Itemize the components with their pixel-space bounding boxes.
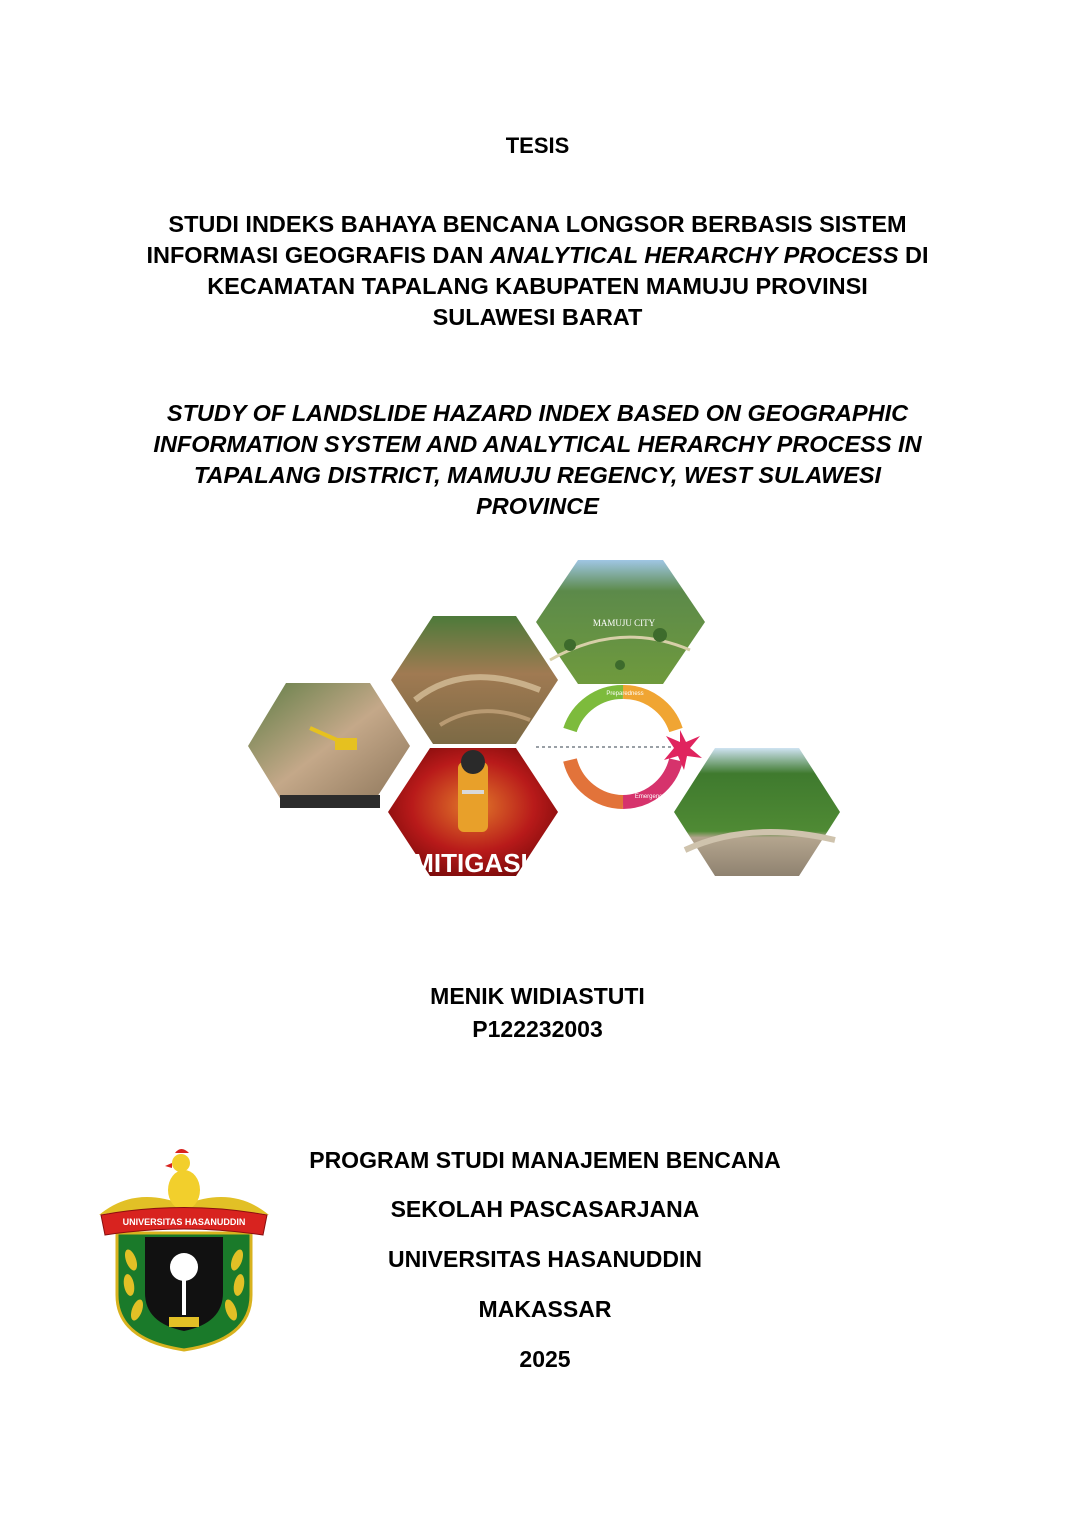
- hexagon-collage-illustration: [240, 550, 860, 880]
- title-en-line-2: INFORMATION SYSTEM AND ANALYTICAL HERARCHY PROCESS IN: [153, 431, 922, 457]
- logo-ribbon-text: UNIVERSITAS HASANUDDIN: [122, 1217, 246, 1227]
- hillside-hex: [674, 748, 840, 876]
- title-id-line-2-post: DI: [898, 242, 929, 268]
- title-id-line-4: SULAWESI BARAT: [432, 304, 643, 330]
- title-en-line-4: PROVINCE: [476, 493, 599, 519]
- cycle-label-preparedness: Preparedness: [606, 691, 644, 697]
- university-name: UNIVERSITAS HASANUDDIN: [388, 1246, 702, 1272]
- title-id-line-2-italic: ANALYTICAL HERARCHY PROCESS: [489, 242, 899, 268]
- city-sign-text: MAMUJU CITY: [592, 618, 656, 628]
- title-en-line-3: TAPALANG DISTRICT, MAMUJU REGENCY, WEST SULAWESI: [193, 462, 882, 488]
- universitas-hasanuddin-logo: [95, 1145, 273, 1355]
- author-id: P122232003: [472, 1016, 603, 1042]
- mitigation-banner-text: MITIGASI: [412, 848, 528, 878]
- title-english: [0, 398, 1075, 522]
- title-indonesian: [0, 209, 1075, 333]
- title-id-line-2-pre: INFORMASI GEOGRAFIS DAN: [146, 242, 490, 268]
- title-id-line-1: STUDI INDEKS BAHAYA BENCANA LONGSOR BERBASIS SISTEM: [168, 211, 907, 237]
- year: 2025: [519, 1346, 571, 1372]
- city-name: MAKASSAR: [478, 1296, 612, 1322]
- school-name: SEKOLAH PASCASARJANA: [390, 1196, 700, 1222]
- program-name: PROGRAM STUDI MANAJEMEN BENCANA: [309, 1147, 781, 1173]
- title-en-line-1: STUDY OF LANDSLIDE HAZARD INDEX BASED ON GEOGRAPHIC: [166, 400, 909, 426]
- document-type: TESIS: [505, 133, 570, 158]
- disaster-cycle-diagram: [536, 685, 702, 809]
- cycle-label-emergency: Emergency: [634, 794, 666, 800]
- title-id-line-2: [0, 240, 1075, 271]
- title-id-line-3: KECAMATAN TAPALANG KABUPATEN MAMUJU PROVINSI: [207, 273, 868, 299]
- author-name: MENIK WIDIASTUTI: [430, 983, 645, 1009]
- author-block: [0, 980, 1075, 1046]
- excavator-hex: [248, 683, 410, 808]
